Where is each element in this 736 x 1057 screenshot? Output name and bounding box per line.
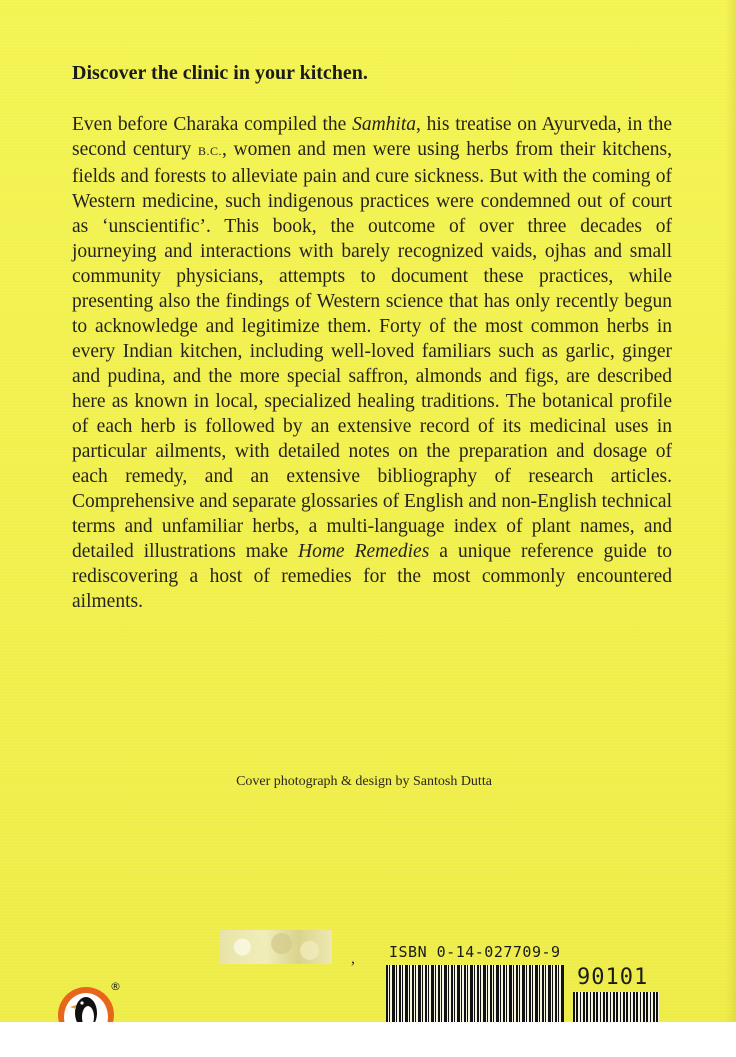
stray-mark: ,	[351, 950, 355, 967]
era-small-caps: B.C.	[197, 144, 222, 158]
sticker-residue	[220, 930, 332, 964]
headline: Discover the clinic in your kitchen.	[72, 62, 368, 84]
blurb-text-1: Even before Charaka compiled the	[72, 114, 353, 135]
blurb-text-4: a unique reference guide to rediscovering a host of remedies for the most commonly encountered ailments.	[72, 541, 672, 612]
penguin-logo	[56, 983, 116, 1022]
blurb-paragraph	[72, 112, 672, 614]
cover-credit: Cover photograph & design by Santosh Dutta	[236, 774, 492, 789]
blurb-text-3: , women and men were using herbs from their kitchens, fields and forests to alleviate pain and cure sickness. But with the coming of Western medicine, such indigenous practices were condemned out of court as ‘unscientific’. This book, the outcome of over three decades of journeying and interactions with barely recognized vaids, ojhas and small community physicians, attempts to document these practices, while presenting also the findings of Western science that has only recently begun to acknowledge and legitimize them. Forty of the most common herbs in every Indian kitchen, including well-loved familiars such as garlic, ginger and pudina, and the more special saffron, almonds and figs, are described here as known in local, specialized healing traditions. The botanical profile of each herb is followed by an extensive record of its medicinal uses in particular ailments, with detailed notes on the preparation and dosage of each remedy, and an extensive bibliography of research articles. Comprehensive and separate glossaries of English and non-English technical terms and unfamiliar herbs, a multi-language index of plant names, and detailed illustrations make	[72, 139, 673, 562]
cover-edge-shadow	[726, 0, 736, 1022]
barcode	[386, 965, 564, 1022]
book-title-italic: Home Remedies	[298, 541, 430, 562]
penguin-logo-icon	[56, 983, 116, 1022]
blurb-text-2: , his treatise on Ayurveda, in the second century	[72, 114, 672, 160]
registered-mark: ®	[110, 980, 121, 993]
isbn-number: ISBN 0-14-027709-9	[389, 943, 561, 961]
samhita-italic: Samhita	[352, 114, 417, 135]
barcode-addon	[573, 992, 659, 1022]
price-code: 90101	[577, 965, 649, 990]
